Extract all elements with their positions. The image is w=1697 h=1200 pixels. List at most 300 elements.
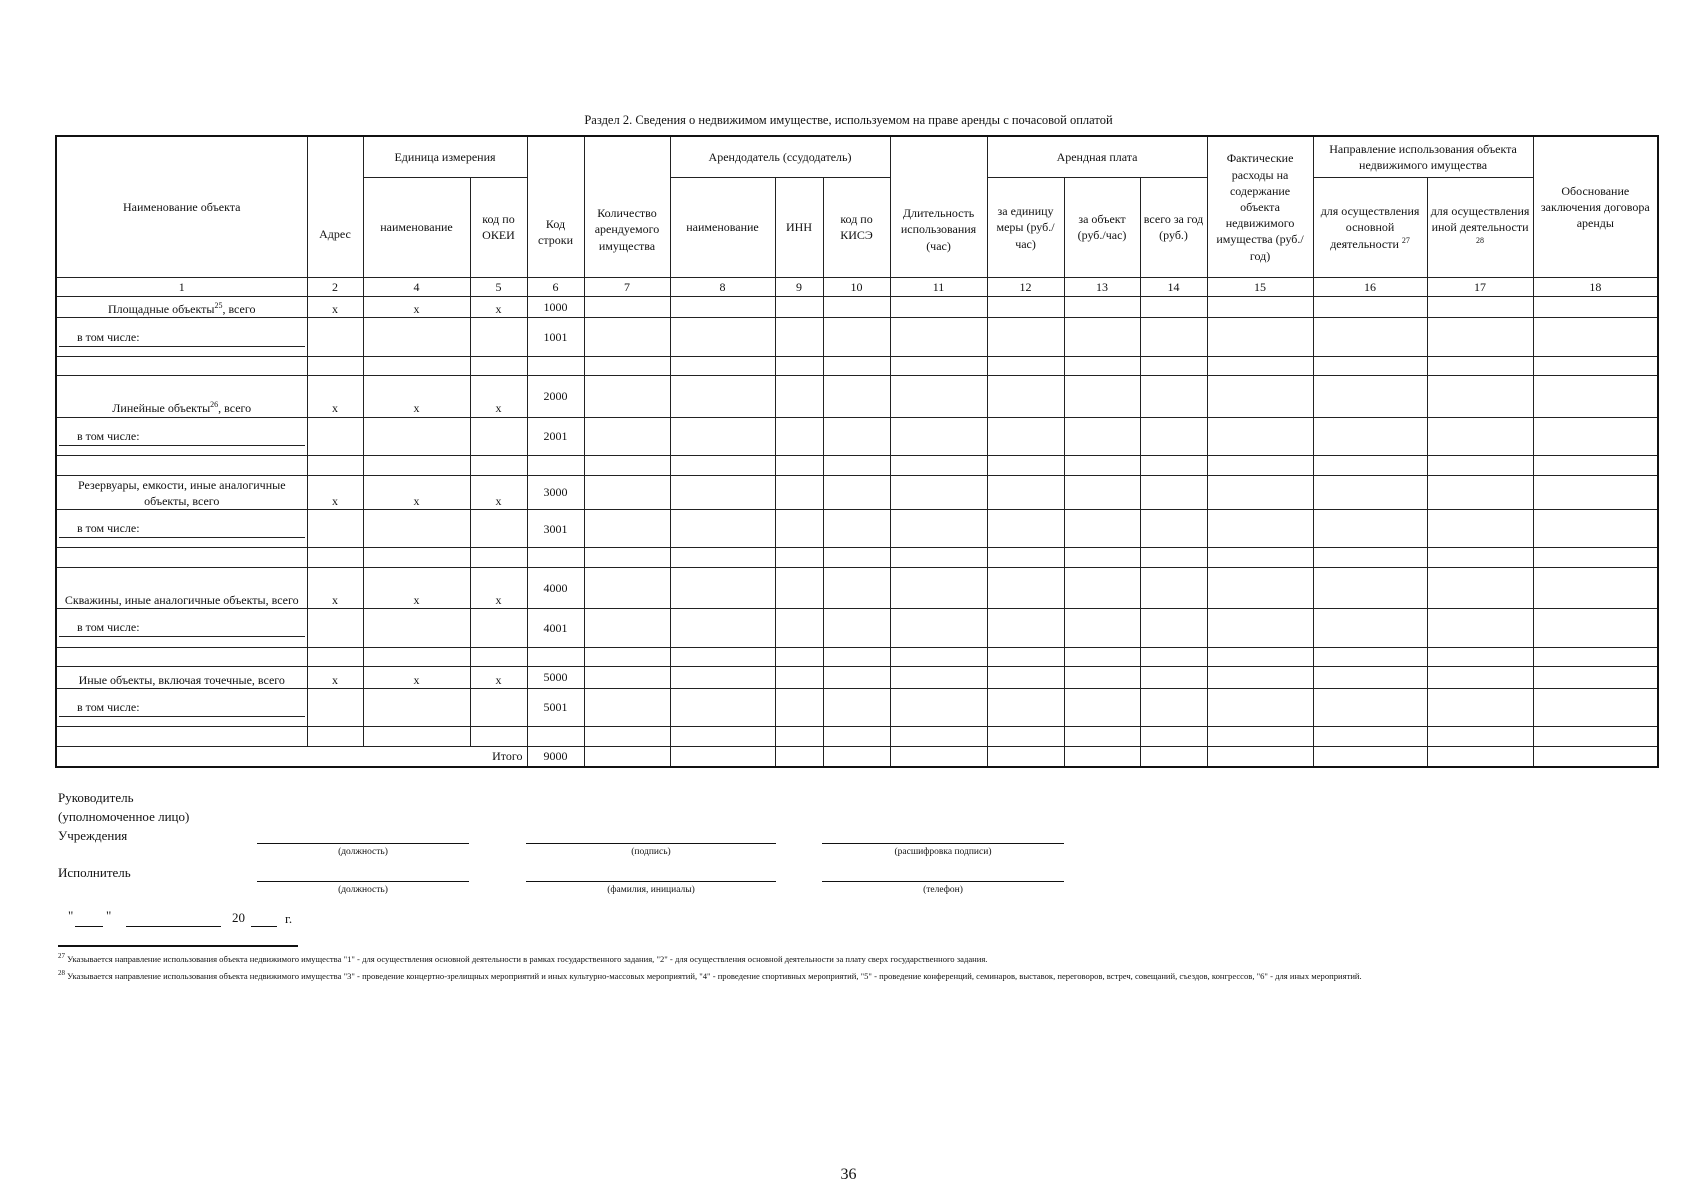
data-cell[interactable] — [307, 727, 363, 747]
header-rent-year: всего за год (руб.) — [1140, 177, 1207, 277]
section-label: Иные объекты, включая точечные, всего — [56, 667, 307, 689]
data-cell[interactable] — [823, 417, 890, 455]
data-cell[interactable] — [1064, 688, 1140, 726]
data-cell[interactable] — [823, 318, 890, 356]
data-cell[interactable] — [670, 609, 775, 647]
data-cell[interactable] — [1533, 688, 1658, 726]
data-cell[interactable] — [363, 510, 470, 548]
data-cell[interactable] — [363, 609, 470, 647]
data-cell[interactable] — [987, 510, 1064, 548]
data-cell[interactable] — [1313, 376, 1427, 417]
data-cell[interactable] — [1207, 567, 1313, 608]
data-cell[interactable] — [1313, 356, 1427, 376]
data-cell[interactable] — [1064, 318, 1140, 356]
data-cell[interactable] — [584, 475, 670, 510]
data-cell[interactable] — [890, 609, 987, 647]
data-cell[interactable] — [584, 376, 670, 417]
data-cell[interactable] — [1313, 688, 1427, 726]
row-code: 2001 — [527, 417, 584, 455]
data-cell[interactable] — [670, 667, 775, 689]
unit-x: x — [363, 667, 470, 689]
data-cell[interactable] — [1207, 647, 1313, 667]
data-cell[interactable] — [1140, 510, 1207, 548]
subsection-label: в том числе: — [59, 328, 305, 347]
data-cell[interactable] — [1313, 318, 1427, 356]
header-inn: ИНН — [775, 177, 823, 277]
data-cell[interactable] — [775, 667, 823, 689]
header-actual-costs: Фактические расходы на содержание объекта недвижимого имущества (руб./год) — [1207, 136, 1313, 278]
data-cell[interactable] — [1313, 296, 1427, 318]
data-cell[interactable] — [1140, 688, 1207, 726]
caption-name: (фамилия, инициалы) — [607, 885, 695, 895]
data-cell[interactable] — [1140, 356, 1207, 376]
data-cell[interactable] — [56, 647, 307, 667]
data-cell[interactable] — [1313, 647, 1427, 667]
data-cell[interactable] — [775, 318, 823, 356]
executor-position-line — [257, 881, 469, 882]
data-cell[interactable] — [56, 548, 307, 568]
data-cell[interactable] — [584, 567, 670, 608]
data-cell[interactable] — [584, 417, 670, 455]
address-x: x — [307, 475, 363, 510]
data-cell[interactable] — [1427, 647, 1533, 667]
okei-x: x — [470, 376, 527, 417]
data-cell[interactable] — [584, 318, 670, 356]
data-cell[interactable] — [1064, 356, 1140, 376]
data-cell[interactable] — [1140, 548, 1207, 568]
data-cell[interactable] — [363, 548, 470, 568]
header-direction-main: для осуществления основной деятельности $^{27}$ — [1313, 177, 1427, 277]
data-cell[interactable] — [363, 647, 470, 667]
data-cell[interactable] — [470, 647, 527, 667]
data-cell[interactable] — [1427, 548, 1533, 568]
data-cell[interactable] — [987, 567, 1064, 608]
data-cell[interactable] — [1207, 548, 1313, 568]
data-cell[interactable] — [470, 609, 527, 647]
data-cell[interactable] — [1207, 417, 1313, 455]
footnote-27: $^{27}$ Указывается направление использования объекта недвижимого имущества "1" - для осуществления основной деятельности в рамках государственного задания, "2" - для осуществления основной деятельности за плату сверх государственного задания. — [58, 952, 988, 964]
column-number: 15 — [1207, 278, 1313, 297]
address-x: x — [307, 376, 363, 417]
data-cell[interactable] — [775, 609, 823, 647]
data-cell[interactable] — [1064, 475, 1140, 510]
data-cell[interactable] — [1533, 318, 1658, 356]
data-cell[interactable] — [307, 417, 363, 455]
data-cell[interactable] — [584, 727, 670, 747]
data-cell[interactable] — [890, 296, 987, 318]
data-cell[interactable] — [1064, 548, 1140, 568]
address-x: x — [307, 667, 363, 689]
data-cell[interactable] — [1207, 296, 1313, 318]
data-cell[interactable] — [1427, 746, 1533, 767]
data-cell[interactable] — [890, 475, 987, 510]
data-cell[interactable] — [470, 727, 527, 747]
data-cell[interactable] — [1207, 510, 1313, 548]
data-cell[interactable] — [1207, 609, 1313, 647]
data-cell[interactable] — [823, 727, 890, 747]
data-cell[interactable] — [470, 455, 527, 475]
data-cell[interactable] — [307, 609, 363, 647]
data-cell[interactable] — [1064, 296, 1140, 318]
data-cell[interactable] — [775, 296, 823, 318]
data-cell[interactable] — [307, 647, 363, 667]
data-cell[interactable] — [890, 455, 987, 475]
data-cell[interactable] — [670, 746, 775, 767]
data-cell[interactable] — [470, 510, 527, 548]
data-cell[interactable] — [670, 688, 775, 726]
data-cell[interactable] — [1427, 455, 1533, 475]
data-cell[interactable] — [584, 356, 670, 376]
data-cell[interactable] — [670, 318, 775, 356]
data-cell[interactable] — [890, 647, 987, 667]
data-cell[interactable] — [1313, 727, 1427, 747]
data-cell[interactable] — [1064, 510, 1140, 548]
data-cell[interactable] — [584, 667, 670, 689]
data-cell[interactable] — [1427, 510, 1533, 548]
data-cell[interactable] — [1427, 296, 1533, 318]
data-cell[interactable] — [584, 609, 670, 647]
data-cell[interactable] — [1533, 296, 1658, 318]
data-cell[interactable] — [775, 548, 823, 568]
section-row — [56, 376, 1658, 417]
data-cell[interactable] — [775, 727, 823, 747]
data-cell[interactable] — [470, 356, 527, 376]
data-cell[interactable] — [1427, 688, 1533, 726]
data-cell[interactable] — [1313, 609, 1427, 647]
data-cell[interactable] — [1427, 609, 1533, 647]
data-cell[interactable] — [1313, 475, 1427, 510]
blank-row — [56, 727, 1658, 747]
data-cell[interactable] — [1064, 727, 1140, 747]
data-cell[interactable] — [775, 475, 823, 510]
data-cell[interactable] — [1427, 318, 1533, 356]
data-cell[interactable] — [1140, 455, 1207, 475]
data-cell[interactable] — [775, 746, 823, 767]
subsection-row — [56, 318, 1658, 356]
data-cell[interactable] — [890, 510, 987, 548]
data-cell[interactable] — [1533, 475, 1658, 510]
subsection-label-cell — [56, 318, 307, 356]
data-cell[interactable] — [1140, 746, 1207, 767]
data-cell[interactable] — [470, 417, 527, 455]
data-cell[interactable] — [1533, 647, 1658, 667]
data-cell[interactable] — [584, 510, 670, 548]
data-cell[interactable] — [890, 417, 987, 455]
data-cell[interactable] — [987, 376, 1064, 417]
data-cell[interactable] — [1313, 455, 1427, 475]
data-cell[interactable] — [1140, 727, 1207, 747]
data-cell[interactable] — [1064, 647, 1140, 667]
unit-x: x — [363, 376, 470, 417]
data-cell[interactable] — [987, 475, 1064, 510]
total-row — [56, 746, 1658, 767]
data-cell[interactable] — [987, 746, 1064, 767]
column-number: 18 — [1533, 278, 1658, 297]
data-cell[interactable] — [987, 667, 1064, 689]
data-cell[interactable] — [307, 688, 363, 726]
data-cell[interactable] — [363, 417, 470, 455]
data-cell[interactable] — [527, 548, 584, 568]
data-cell[interactable] — [890, 318, 987, 356]
data-cell[interactable] — [1064, 609, 1140, 647]
subsection-label: в том числе: — [59, 618, 305, 637]
subsection-label-cell — [56, 688, 307, 726]
data-cell[interactable] — [987, 296, 1064, 318]
data-cell[interactable] — [987, 727, 1064, 747]
data-cell[interactable] — [1533, 667, 1658, 689]
data-cell[interactable] — [56, 356, 307, 376]
okei-x: x — [470, 667, 527, 689]
row-code: 4001 — [527, 609, 584, 647]
data-cell[interactable] — [890, 746, 987, 767]
header-kise: код по КИСЭ — [823, 177, 890, 277]
column-number: 11 — [890, 278, 987, 297]
data-cell[interactable] — [1064, 455, 1140, 475]
section-label: Линейные объекты$^{26}$, всего — [56, 376, 307, 417]
data-cell[interactable] — [775, 567, 823, 608]
column-number: 16 — [1313, 278, 1427, 297]
data-cell[interactable] — [1064, 667, 1140, 689]
column-number: 17 — [1427, 278, 1533, 297]
data-cell[interactable] — [890, 688, 987, 726]
subsection-row — [56, 688, 1658, 726]
subsection-label-cell — [56, 609, 307, 647]
data-cell[interactable] — [670, 647, 775, 667]
unit-x: x — [363, 475, 470, 510]
data-cell[interactable] — [1533, 567, 1658, 608]
page-number: 36 — [840, 1166, 857, 1183]
data-cell[interactable] — [987, 609, 1064, 647]
data-cell[interactable] — [823, 609, 890, 647]
data-cell[interactable] — [363, 688, 470, 726]
data-cell[interactable] — [584, 455, 670, 475]
data-cell[interactable] — [1207, 356, 1313, 376]
data-cell[interactable] — [823, 455, 890, 475]
section-label: Скважины, иные аналогичные объекты, всего — [56, 567, 307, 608]
data-cell[interactable] — [670, 417, 775, 455]
data-cell[interactable] — [1533, 746, 1658, 767]
data-cell[interactable] — [363, 318, 470, 356]
data-cell[interactable] — [823, 688, 890, 726]
data-cell[interactable] — [670, 548, 775, 568]
data-cell[interactable] — [1533, 455, 1658, 475]
data-cell[interactable] — [584, 647, 670, 667]
caption-signature: (подпись) — [631, 847, 671, 857]
data-cell[interactable] — [823, 746, 890, 767]
data-cell[interactable] — [1313, 667, 1427, 689]
date-day-line — [75, 926, 103, 927]
data-cell[interactable] — [1533, 609, 1658, 647]
data-cell[interactable] — [1427, 727, 1533, 747]
data-cell[interactable] — [1140, 417, 1207, 455]
data-cell[interactable] — [584, 746, 670, 767]
column-number: 10 — [823, 278, 890, 297]
signature-line — [526, 843, 776, 844]
data-cell[interactable] — [307, 318, 363, 356]
data-cell[interactable] — [1427, 417, 1533, 455]
data-cell[interactable] — [1313, 746, 1427, 767]
data-cell[interactable] — [775, 417, 823, 455]
date-year-line — [251, 926, 277, 927]
data-cell[interactable] — [890, 667, 987, 689]
data-cell[interactable] — [1207, 746, 1313, 767]
data-cell[interactable] — [670, 356, 775, 376]
data-cell[interactable] — [307, 510, 363, 548]
data-cell[interactable] — [1064, 376, 1140, 417]
row-code: 1001 — [527, 318, 584, 356]
data-cell[interactable] — [670, 296, 775, 318]
data-cell[interactable] — [823, 356, 890, 376]
data-cell[interactable] — [1533, 417, 1658, 455]
decoding-line — [822, 843, 1064, 844]
subsection-label-cell — [56, 510, 307, 548]
data-cell[interactable] — [775, 356, 823, 376]
data-cell[interactable] — [823, 510, 890, 548]
data-cell[interactable] — [1427, 475, 1533, 510]
data-cell[interactable] — [1064, 746, 1140, 767]
blank-row — [56, 647, 1658, 667]
unit-x: x — [363, 567, 470, 608]
unit-x: x — [363, 296, 470, 318]
total-label: Итого — [56, 746, 527, 767]
data-cell[interactable] — [987, 318, 1064, 356]
data-cell[interactable] — [823, 647, 890, 667]
data-cell[interactable] — [890, 356, 987, 376]
data-cell[interactable] — [1140, 318, 1207, 356]
data-cell[interactable] — [1427, 567, 1533, 608]
data-cell[interactable] — [775, 647, 823, 667]
column-number: 14 — [1140, 278, 1207, 297]
data-cell[interactable] — [56, 727, 307, 747]
position-line — [257, 843, 469, 844]
data-cell[interactable] — [56, 455, 307, 475]
header-lessor-name: наименование — [670, 177, 775, 277]
data-cell[interactable] — [1207, 688, 1313, 726]
data-cell[interactable] — [1313, 567, 1427, 608]
header-duration: Длительность использования (час) — [890, 136, 987, 278]
data-cell[interactable] — [775, 376, 823, 417]
data-cell[interactable] — [307, 455, 363, 475]
data-cell[interactable] — [1140, 567, 1207, 608]
data-cell[interactable] — [890, 567, 987, 608]
data-cell[interactable] — [1427, 667, 1533, 689]
data-cell[interactable] — [1140, 609, 1207, 647]
data-cell[interactable] — [470, 548, 527, 568]
executor-label: Исполнитель — [58, 865, 131, 880]
data-cell[interactable] — [775, 510, 823, 548]
data-cell[interactable] — [527, 647, 584, 667]
data-cell[interactable] — [363, 727, 470, 747]
data-cell[interactable] — [823, 376, 890, 417]
data-cell[interactable] — [987, 356, 1064, 376]
data-cell[interactable] — [987, 688, 1064, 726]
data-cell[interactable] — [987, 417, 1064, 455]
data-cell[interactable] — [1140, 667, 1207, 689]
data-cell[interactable] — [1207, 376, 1313, 417]
data-cell[interactable] — [1313, 548, 1427, 568]
data-cell[interactable] — [527, 455, 584, 475]
data-cell[interactable] — [1427, 356, 1533, 376]
data-cell[interactable] — [987, 548, 1064, 568]
address-x: x — [307, 567, 363, 608]
data-cell[interactable] — [670, 455, 775, 475]
data-cell[interactable] — [1064, 417, 1140, 455]
column-number: 6 — [527, 278, 584, 297]
caption-phone: (телефон) — [923, 885, 963, 895]
data-cell[interactable] — [1533, 356, 1658, 376]
data-cell[interactable] — [363, 356, 470, 376]
row-code: 2000 — [527, 376, 584, 417]
subsection-label: в том числе: — [59, 427, 305, 446]
data-cell[interactable] — [670, 376, 775, 417]
data-cell[interactable] — [1533, 376, 1658, 417]
data-cell[interactable] — [1427, 376, 1533, 417]
data-cell[interactable] — [1313, 510, 1427, 548]
data-cell[interactable] — [987, 455, 1064, 475]
data-cell[interactable] — [823, 567, 890, 608]
data-cell[interactable] — [890, 548, 987, 568]
date-month-line — [126, 926, 221, 927]
data-cell[interactable] — [987, 647, 1064, 667]
header-name: Наименование объекта — [56, 136, 307, 278]
header-address: Адрес — [307, 136, 363, 278]
data-cell[interactable] — [527, 727, 584, 747]
data-cell[interactable] — [1140, 475, 1207, 510]
data-cell[interactable] — [1533, 727, 1658, 747]
data-cell[interactable] — [1207, 318, 1313, 356]
data-cell[interactable] — [1313, 417, 1427, 455]
data-cell[interactable] — [584, 296, 670, 318]
data-cell[interactable] — [1140, 647, 1207, 667]
data-cell[interactable] — [670, 510, 775, 548]
data-cell[interactable] — [470, 688, 527, 726]
data-cell[interactable] — [470, 318, 527, 356]
header-lessor-group: Арендодатель (ссудодатель) — [670, 136, 890, 177]
data-cell[interactable] — [584, 548, 670, 568]
data-cell[interactable] — [363, 455, 470, 475]
data-cell[interactable] — [527, 356, 584, 376]
data-cell[interactable] — [670, 475, 775, 510]
data-cell[interactable] — [890, 376, 987, 417]
data-cell[interactable] — [775, 455, 823, 475]
column-number: 12 — [987, 278, 1064, 297]
data-cell[interactable] — [775, 688, 823, 726]
data-cell[interactable] — [823, 475, 890, 510]
data-cell[interactable] — [823, 667, 890, 689]
data-cell[interactable] — [1207, 667, 1313, 689]
data-cell[interactable] — [823, 548, 890, 568]
data-cell[interactable] — [890, 727, 987, 747]
data-cell[interactable] — [584, 688, 670, 726]
data-cell[interactable] — [670, 567, 775, 608]
data-cell[interactable] — [823, 296, 890, 318]
section-row — [56, 475, 1658, 510]
data-cell[interactable] — [1207, 727, 1313, 747]
data-cell[interactable] — [1533, 510, 1658, 548]
data-cell[interactable] — [1140, 296, 1207, 318]
data-cell[interactable] — [1140, 376, 1207, 417]
header-unit-group: Единица измерения — [363, 136, 527, 177]
data-cell[interactable] — [1533, 548, 1658, 568]
caption-position-2: (должность) — [338, 885, 388, 895]
column-number: 4 — [363, 278, 470, 297]
data-cell[interactable] — [1064, 567, 1140, 608]
data-cell[interactable] — [307, 356, 363, 376]
data-cell[interactable] — [670, 727, 775, 747]
data-cell[interactable] — [307, 548, 363, 568]
data-cell[interactable] — [1207, 455, 1313, 475]
data-cell[interactable] — [1207, 475, 1313, 510]
